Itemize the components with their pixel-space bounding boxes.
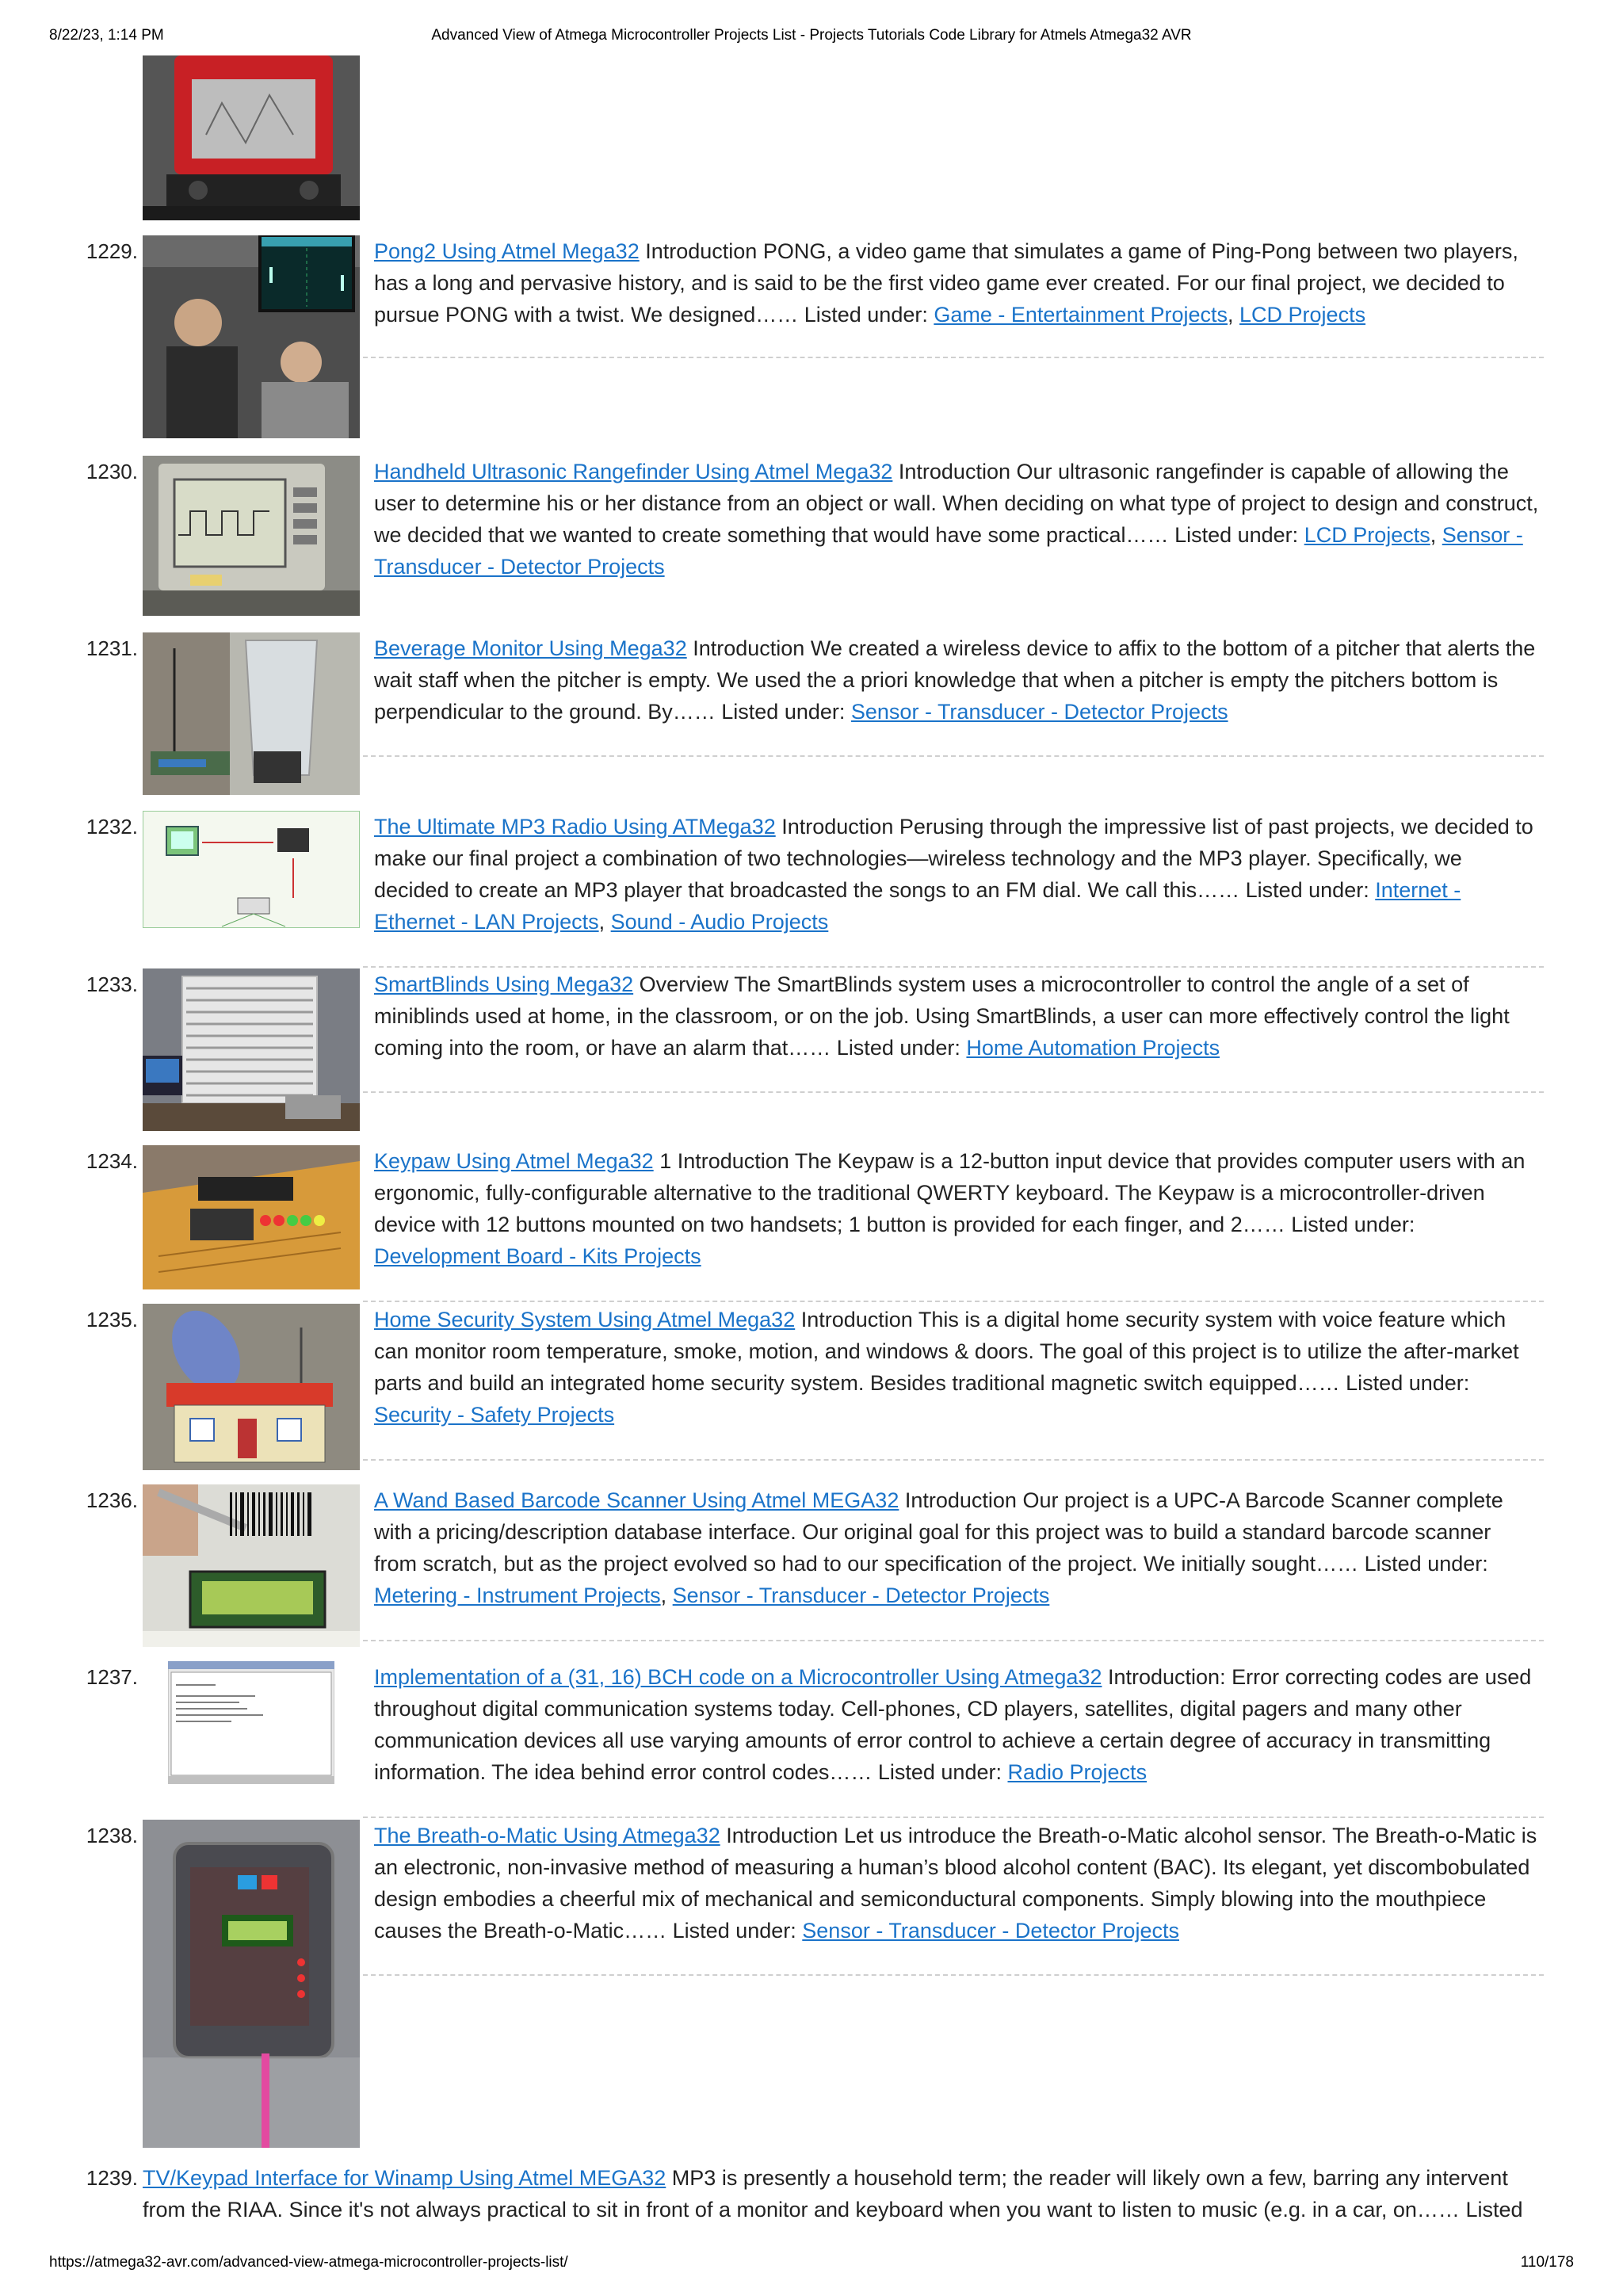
item-number: 1232. xyxy=(86,815,138,839)
project-description: Introduction This is a digital home security system with voice feature which can monitor room temperature, smoke, motion, and windows & doors. The goal of this project is to utilize the after-market parts and build an integrated home security system. Besides traditional magnetic switch equipped…… xyxy=(374,1308,1519,1395)
project-title-link[interactable]: A Wand Based Barcode Scanner Using Atmel MEGA32 xyxy=(374,1488,899,1512)
category-link[interactable]: LCD Projects xyxy=(1304,523,1430,547)
project-description: Introduction Perusing through the impressive list of past projects, we decided to make our final project a combination of two technologies—wireless technology and the MP3 player. Specifically, we decided to create an MP3 player that broadcasted the songs to an FM dial. We call this…… xyxy=(374,815,1533,902)
project-title-link[interactable]: The Ultimate MP3 Radio Using ATMega32 xyxy=(374,815,776,839)
item-number: 1234. xyxy=(86,1149,138,1173)
project-description: MP3 is presently a household term; the reader will likely own a few, barring any intervent from the RIAA. Since it's not always practical to sit in front of a monitor and keyboard when you want to listen to music (e.g. in a car, on…… xyxy=(143,2166,1508,2222)
category-link[interactable]: Sensor - Transducer - Detector Projects xyxy=(850,700,1228,724)
project-title-link[interactable]: Home Security System Using Atmel Mega32 xyxy=(374,1308,796,1331)
page-url: https://atmega32-avr.com/advanced-view-atmega-microcontroller-projects-list/ xyxy=(49,2254,568,2271)
category-link[interactable]: Game - Entertainment Projects xyxy=(934,303,1228,327)
print-date: 8/22/23, 1:14 PM xyxy=(49,27,164,44)
project-title-link[interactable]: The Breath-o-Matic Using Atmega32 xyxy=(374,1824,720,1847)
project-title-link[interactable]: Beverage Monitor Using Mega32 xyxy=(374,636,687,660)
listed-under-label: Listed under: xyxy=(836,1036,960,1060)
separator xyxy=(363,1301,1544,1302)
project-title-link[interactable]: Keypaw Using Atmel Mega32 xyxy=(374,1149,654,1173)
separator xyxy=(363,1974,1544,1976)
separator xyxy=(363,357,1544,358)
project-thumbnail-mp3-diagram xyxy=(143,811,360,928)
project-thumbnail-oscilloscope xyxy=(143,456,360,616)
project-thumbnail-terminal-screenshot xyxy=(168,1661,334,1784)
project-thumbnail-home-security xyxy=(143,1304,360,1470)
separator xyxy=(363,1459,1544,1461)
category-link[interactable]: Development Board - Kits Projects xyxy=(374,1244,701,1268)
project-thumbnail-barcode-scanner xyxy=(143,1484,360,1647)
project-thumbnail-etch-a-sketch xyxy=(143,55,360,220)
listed-under-label: Listed under: xyxy=(1291,1213,1415,1236)
category-link[interactable]: Metering - Instrument Projects xyxy=(374,1584,661,1607)
project-description: Introduction We created a wireless device to affix to the bottom of a pitcher that alerts the wait staff when the pitcher is empty. We used the a priori knowledge that when a pitcher is empty the pitchers bottom is perpendicular to the ground. By…… xyxy=(374,636,1536,724)
project-description: Overview The SmartBlinds system uses a microcontroller to control the angle of a set of miniblinds used at home, in the classroom, or on the job. Using SmartBlinds, a user can more effectively control the light coming into the room, or have an alarm that…… xyxy=(374,972,1510,1060)
item-number: 1235. xyxy=(86,1308,138,1331)
category-link[interactable]: Internet - Ethernet - LAN Projects xyxy=(374,878,1461,934)
separator xyxy=(363,1091,1544,1093)
project-title-link[interactable]: Handheld Ultrasonic Rangefinder Using Atmel Mega32 xyxy=(374,460,893,483)
project-thumbnail-smartblinds xyxy=(143,968,360,1131)
item-number: 1236. xyxy=(86,1488,138,1512)
category-link[interactable]: Sound - Audio Projects xyxy=(610,910,829,934)
project-title-link[interactable]: SmartBlinds Using Mega32 xyxy=(374,972,634,996)
item-number: 1229. xyxy=(86,239,138,263)
project-description: 1 Introduction The Keypaw is a 12-button input device that provides computer users with an ergonomic, fully-configurable alternative to the traditional QWERTY keyboard. The Keypaw is a microcontroller-driven device with 12 buttons mounted on two handsets; 1 button is provided for each finger, and 2…… xyxy=(374,1149,1526,1236)
listed-under-label: Listed under: xyxy=(721,700,846,724)
project-description: Introduction Let us introduce the Breath-o-Matic alcohol sensor. The Breath-o-Matic is an electronic, non-invasive method of measuring a human’s blood alcohol content (BAC). Its elegant, yet discombobulated design embodies a cheerful mix of mechanical and semiconductural components. Simply blowing into the mouthpiece causes the Breath-o-Matic…… xyxy=(374,1824,1537,1943)
category-link[interactable]: Sensor - Transducer - Detector Projects xyxy=(802,1919,1179,1943)
listed-under-label: Listed under: xyxy=(672,1919,796,1943)
listed-under-label: Listed under: xyxy=(1174,523,1299,547)
item-number: 1233. xyxy=(86,972,138,996)
listed-under-label: Listed under: xyxy=(1346,1371,1470,1395)
item-number: 1239. xyxy=(86,2166,138,2190)
item-number: 1237. xyxy=(86,1665,138,1689)
category-link[interactable]: Sensor - Transducer - Detector Projects xyxy=(374,523,1523,579)
separator xyxy=(363,966,1544,968)
separator xyxy=(363,1640,1544,1641)
project-title-link[interactable]: TV/Keypad Interface for Winamp Using Atmel MEGA32 xyxy=(143,2166,666,2190)
item-number: 1231. xyxy=(86,636,138,660)
item-number: 1230. xyxy=(86,460,138,483)
listed-under-label: Listed xyxy=(1465,2198,1523,2222)
item-number: 1238. xyxy=(86,1824,138,1847)
page-counter: 110/178 xyxy=(1520,2254,1574,2271)
project-description: Introduction PONG, a video game that simulates a game of Ping-Pong between two players, has a long and pervasive history, and is said to be the first video game ever created. For our final project, we decided to pursue PONG with a twist. We designed…… xyxy=(374,239,1518,327)
listed-under-label: Listed under: xyxy=(1364,1552,1488,1576)
listed-under-label: Listed under: xyxy=(1245,878,1369,902)
project-description: Introduction Our project is a UPC-A Barcode Scanner complete with a pricing/description database interface. Our original goal for this project was to build a standard barcode scanner from scratch, but as the project evolved so had to our specification of the project. We initially sought…… xyxy=(374,1488,1503,1576)
category-link[interactable]: Radio Projects xyxy=(1007,1760,1148,1784)
project-thumbnail-keypaw xyxy=(143,1145,360,1289)
project-description: Introduction Our ultrasonic rangefinder is capable of allowing the user to determine his or her distance from an object or wall. When deciding on what type of project to design and construct, we decided that we wanted to create something that would have some practical…… xyxy=(374,460,1539,547)
separator xyxy=(363,755,1544,757)
category-link[interactable]: Home Automation Projects xyxy=(966,1036,1220,1060)
listed-under-label: Listed under: xyxy=(877,1760,1002,1784)
project-description: Introduction: Error correcting codes are used throughout digital communication systems today. Cell-phones, CD players, satellites, digital pagers and many other communication devices all use varying amounts of error control to achieve a certain degree of accuracy in transmitting information. The idea behind error control codes…… xyxy=(374,1665,1532,1784)
project-thumbnail-pitcher xyxy=(143,632,360,795)
category-link[interactable]: Sensor - Transducer - Detector Projects xyxy=(672,1584,1050,1607)
project-title-link[interactable]: Implementation of a (31, 16) BCH code on a Microcontroller Using Atmega32 xyxy=(374,1665,1102,1689)
separator xyxy=(363,1817,1544,1818)
listed-under-label: Listed under: xyxy=(804,303,928,327)
project-thumbnail-breath-o-matic xyxy=(143,1820,360,2148)
project-thumbnail-pong xyxy=(143,235,360,438)
category-link[interactable]: LCD Projects xyxy=(1239,303,1366,327)
category-link[interactable]: Security - Safety Projects xyxy=(374,1403,615,1427)
page-title: Advanced View of Atmega Microcontroller Projects List - Projects Tutorials Code Library for Atmels Atmega32 AVR xyxy=(431,27,1192,44)
project-title-link[interactable]: Pong2 Using Atmel Mega32 xyxy=(374,239,640,263)
